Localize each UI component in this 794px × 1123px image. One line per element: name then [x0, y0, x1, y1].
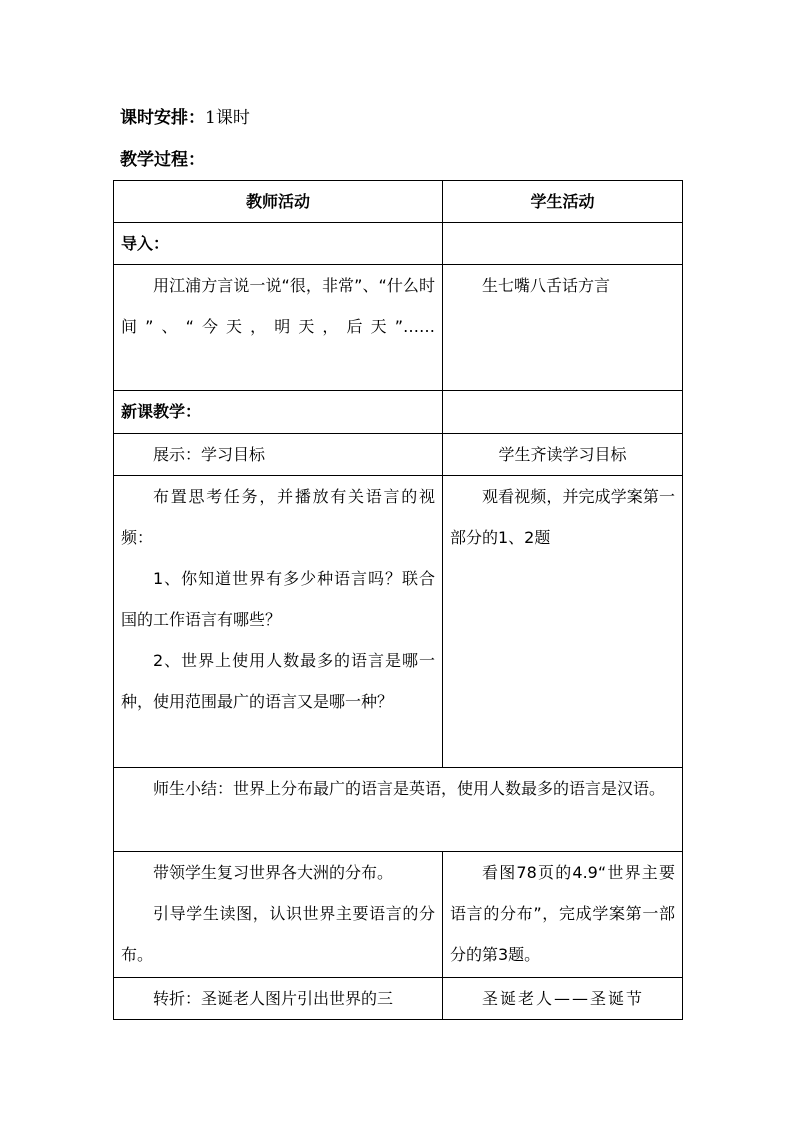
lesson-table — [113, 180, 683, 1020]
review-student-cell — [443, 852, 683, 978]
header-student: 学生活动 — [443, 181, 683, 223]
task-teacher-cell — [114, 476, 443, 768]
show-teacher-text: 展示：学习目标 — [153, 445, 266, 464]
task-teacher-line-1: 布置思考任务，并播放有关语言的视频： — [121, 487, 435, 547]
newlesson-empty — [443, 391, 683, 434]
review-teacher-line-1: 带领学生复习世界各大洲的分布。 — [153, 863, 394, 882]
newlesson-title: 新课教学： — [114, 391, 443, 434]
transition-student-cell — [443, 978, 683, 1020]
table-header-row — [114, 181, 683, 223]
transition-student-text: 圣诞老人——圣诞节 — [482, 989, 645, 1008]
intro-title: 导入： — [114, 223, 443, 265]
process-line — [120, 150, 205, 170]
table-row-task — [114, 476, 683, 768]
table-row-intro — [114, 265, 683, 391]
summary-cell — [114, 768, 683, 852]
transition-teacher-text: 转折：圣诞老人图片引出世界的三 — [153, 989, 394, 1008]
table-row-intro-title — [114, 223, 683, 265]
show-student-text: 学生齐读学习目标 — [498, 445, 627, 464]
task-student-cell — [443, 476, 683, 768]
show-student-cell — [443, 434, 683, 476]
intro-title-empty — [443, 223, 683, 265]
task-teacher-line-3: 2、世界上使用人数最多的语言是哪一种，使用范围最广的语言又是哪一种？ — [121, 651, 435, 711]
intro-student-text: 生七嘴八舌话方言 — [482, 276, 611, 295]
header-teacher: 教师活动 — [114, 181, 443, 223]
summary-text: 师生小结：世界上分布最广的语言是英语，使用人数最多的语言是汉语。 — [153, 779, 666, 798]
task-student-text: 观看视频，并完成学案第一部分的1、2题 — [450, 487, 675, 547]
transition-teacher-cell — [114, 978, 443, 1020]
schedule-label: 课时安排： — [120, 108, 205, 128]
table-row-show — [114, 434, 683, 476]
review-student-text: 看图78页的4.9“世界主要语言的分布”，完成学案第一部分的第3题。 — [450, 863, 675, 964]
review-teacher-line-2: 引导学生读图，认识世界主要语言的分布。 — [121, 904, 435, 964]
intro-student-cell — [443, 265, 683, 391]
table-row-newlesson — [114, 391, 683, 434]
show-teacher-cell — [114, 434, 443, 476]
intro-teacher-cell — [114, 265, 443, 391]
table-row-review — [114, 852, 683, 978]
table-row-transition — [114, 978, 683, 1020]
intro-teacher-text: 用江浦方言说一说“很，非常”、“什么时间”、“今天，明天，后天”…… — [121, 276, 435, 336]
schedule-value: 1课时 — [205, 108, 250, 128]
review-teacher-cell — [114, 852, 443, 978]
task-teacher-line-2: 1、你知道世界有多少种语言吗？联合国的工作语言有哪些？ — [121, 569, 435, 629]
table-row-summary — [114, 768, 683, 852]
process-label: 教学过程： — [120, 150, 205, 170]
schedule-line — [120, 108, 250, 128]
